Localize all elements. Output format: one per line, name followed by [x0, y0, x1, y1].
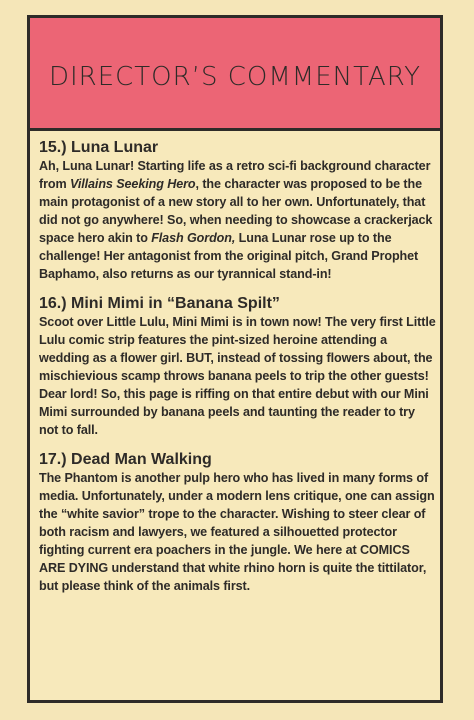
section-body: [39, 157, 437, 283]
body-text: Ah, Luna Lunar! Starting life as a retro sci-fi background character from: [39, 159, 431, 191]
section-title: 15.) Luna Lunar: [39, 139, 159, 156]
body-text: Scoot over Little Lulu, Mini Mimi is in town now! The very first Little Lulu comic strip features the pint-sized heroine attending a wedding as a flower girl. BUT, instead of tossing flowers about, the mischievious scamp throws banana peels to trip the other guests! Dear lord! So, this page is riffing on that entire debut with our Mini Mimi surrounded by banana peels and taunting the reader to try not to fall.: [39, 315, 436, 437]
commentary-panel: [27, 15, 443, 703]
commentary-content: [39, 139, 437, 607]
commentary-section: [39, 451, 437, 595]
header-banner: [30, 18, 440, 131]
body-text: , the character was proposed to be the main protagonist of a new story all to her own. Unfortunately, that did not go anywhere! So, when needing to showcase a crackerjack space hero akin to: [39, 177, 433, 245]
page-title: DIRECTOR’S COMMENTARY: [48, 62, 422, 92]
body-text: The Phantom is another pulp hero who has lived in many forms of media. Unfortunately, under a modern lens critique, one can assign the “white savior” trope to the character. Wishing to steer clear of both racism and lawyers, we featured a silhouetted protector fighting current era poachers in the jungle. We here at COMICS ARE DYING understand that white rhino horn is quite the tittilator, but please think of the animals first.: [39, 471, 435, 593]
section-body: [39, 313, 437, 439]
commentary-section: [39, 139, 437, 283]
section-title: 17.) Dead Man Walking: [39, 451, 212, 468]
commentary-section: [39, 295, 437, 439]
body-italic-text: Flash Gordon,: [151, 231, 236, 245]
section-title: 16.) Mini Mimi in “Banana Spilt”: [39, 295, 280, 312]
section-body: [39, 469, 437, 595]
body-text: Luna Lunar rose up to the challenge! Her antagonist from the original pitch, Grand Prophet Baphamo, also returns as our tyrannical stand-in!: [39, 231, 419, 281]
body-italic-text: Villains Seeking Hero: [70, 177, 196, 191]
